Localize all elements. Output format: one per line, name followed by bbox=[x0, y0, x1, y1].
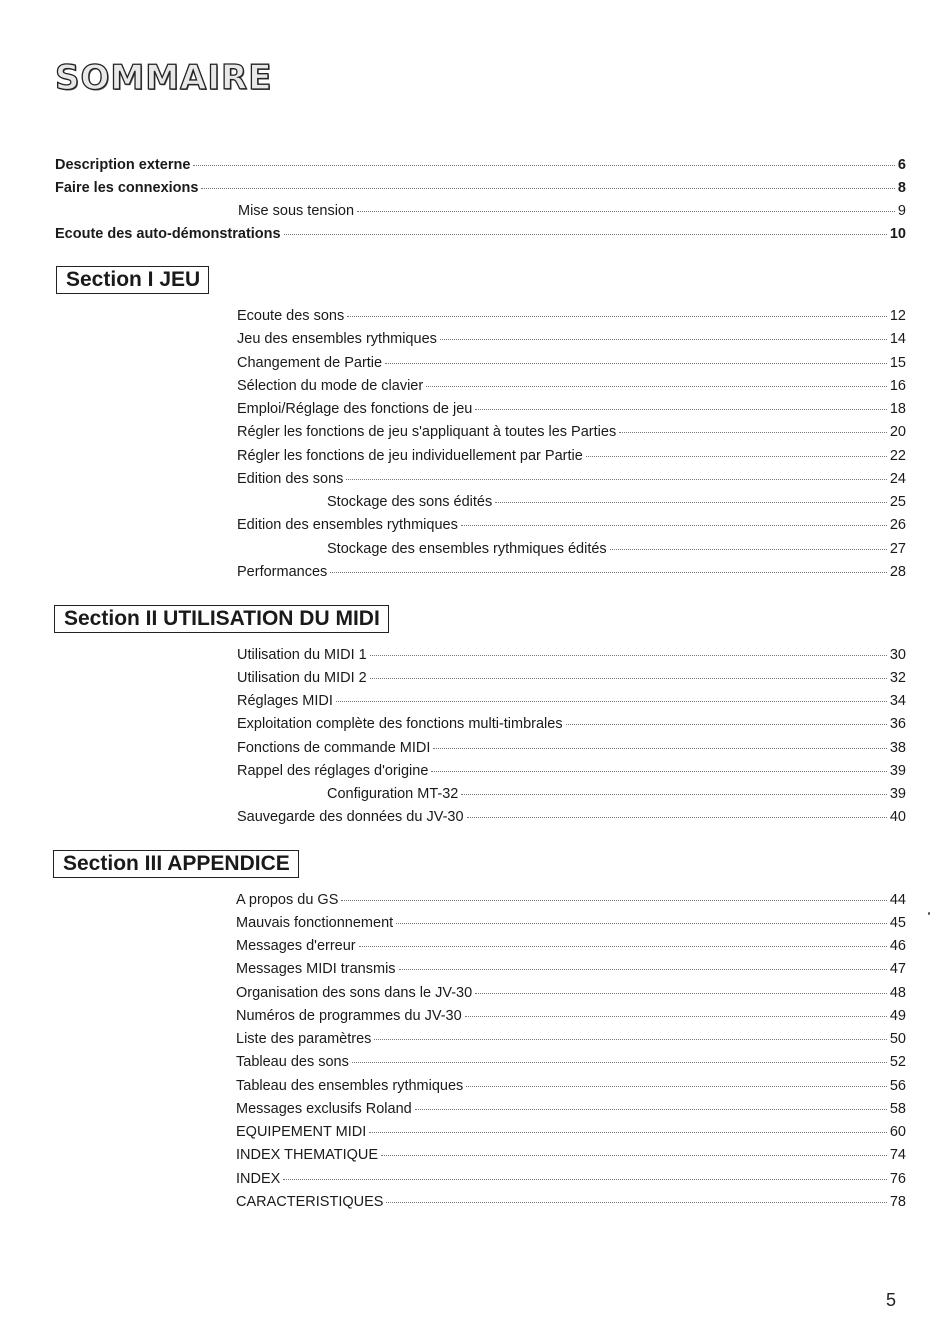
dot-leader bbox=[370, 654, 887, 656]
toc-entry[interactable] bbox=[237, 739, 906, 757]
toc-entry[interactable] bbox=[236, 1193, 906, 1211]
toc-entry-page: 6 bbox=[897, 157, 906, 173]
dot-leader bbox=[475, 992, 887, 994]
toc-entry-label: Ecoute des sons bbox=[237, 308, 345, 324]
toc-entry[interactable] bbox=[237, 516, 906, 534]
toc-entry-label: Tableau des ensembles rythmiques bbox=[236, 1078, 464, 1094]
toc-entry[interactable] bbox=[237, 470, 906, 488]
toc-entry-label: Messages MIDI transmis bbox=[236, 961, 396, 977]
dot-leader bbox=[461, 524, 887, 526]
dot-leader bbox=[357, 210, 895, 212]
dot-leader bbox=[193, 164, 895, 166]
toc-entry-label: Configuration MT-32 bbox=[327, 786, 459, 802]
toc-entry-page: 8 bbox=[897, 180, 906, 196]
toc-entry[interactable] bbox=[55, 225, 906, 243]
dot-leader bbox=[336, 700, 887, 702]
toc-entry-page: 32 bbox=[889, 670, 906, 686]
toc-entry[interactable] bbox=[237, 808, 906, 826]
toc-entry-label: Utilisation du MIDI 1 bbox=[237, 647, 367, 663]
toc-entry-label: Mise sous tension bbox=[238, 203, 355, 219]
section-heading: Section III APPENDICE bbox=[53, 850, 299, 878]
dot-leader bbox=[385, 362, 887, 364]
toc-entry-page: 60 bbox=[889, 1124, 906, 1140]
dot-leader bbox=[330, 571, 887, 573]
dot-leader bbox=[284, 233, 887, 235]
toc-entry[interactable] bbox=[237, 354, 906, 372]
toc-entry-label: Régler les fonctions de jeu s'appliquant à toutes les Parties bbox=[237, 424, 617, 440]
dot-leader bbox=[352, 1061, 887, 1063]
toc-entry[interactable] bbox=[327, 540, 906, 558]
dot-leader bbox=[369, 1131, 887, 1133]
toc-entry-page: 28 bbox=[889, 564, 906, 580]
toc-entry-label: Messages exclusifs Roland bbox=[236, 1101, 412, 1117]
toc-entry-page: 39 bbox=[889, 763, 906, 779]
toc-entry[interactable] bbox=[237, 646, 906, 664]
toc-entry[interactable] bbox=[237, 377, 906, 395]
toc-entry[interactable] bbox=[237, 715, 906, 733]
toc-entry[interactable] bbox=[236, 1146, 906, 1164]
dot-leader bbox=[433, 747, 886, 749]
toc-entry[interactable] bbox=[237, 762, 906, 780]
dot-leader bbox=[374, 1038, 886, 1040]
dot-leader bbox=[610, 548, 887, 550]
toc-entry[interactable] bbox=[237, 423, 906, 441]
toc-entry-label: Régler les fonctions de jeu individuellement par Partie bbox=[237, 448, 583, 464]
toc-entry-page: 38 bbox=[889, 740, 906, 756]
toc-entry-label: Liste des paramètres bbox=[236, 1031, 372, 1047]
toc-entry-label: Edition des ensembles rythmiques bbox=[237, 517, 458, 533]
toc-entry[interactable] bbox=[55, 179, 906, 197]
dot-leader bbox=[586, 455, 887, 457]
toc-entry-page: 24 bbox=[889, 471, 906, 487]
scan-speck bbox=[928, 912, 930, 915]
dot-leader bbox=[381, 1154, 887, 1156]
toc-entry-page: 26 bbox=[889, 517, 906, 533]
toc-entry[interactable] bbox=[237, 563, 906, 581]
toc-entry-label: Ecoute des auto-démonstrations bbox=[55, 226, 281, 242]
dot-leader bbox=[465, 1015, 887, 1017]
dot-leader bbox=[341, 899, 886, 901]
toc-entry[interactable] bbox=[237, 330, 906, 348]
toc-entry-page: 12 bbox=[889, 308, 906, 324]
toc-entry-label: A propos du GS bbox=[236, 892, 339, 908]
dot-leader bbox=[619, 431, 887, 433]
toc-entry-label: Sélection du mode de clavier bbox=[237, 378, 424, 394]
toc-entry-label: Exploitation complète des fonctions multi-timbrales bbox=[237, 716, 563, 732]
toc-entry[interactable] bbox=[236, 1007, 906, 1025]
toc-entry-label: Réglages MIDI bbox=[237, 693, 333, 709]
page-title: SOMMAIRE bbox=[55, 58, 273, 98]
dot-leader bbox=[426, 385, 887, 387]
toc-entry-label: Description externe bbox=[55, 157, 191, 173]
dot-leader bbox=[440, 338, 887, 340]
toc-entry-page: 48 bbox=[889, 985, 906, 1001]
dot-leader bbox=[431, 770, 886, 772]
toc-entry[interactable] bbox=[236, 1123, 906, 1141]
toc-entry[interactable] bbox=[327, 493, 906, 511]
dot-leader bbox=[201, 187, 894, 189]
toc-entry-page: 16 bbox=[889, 378, 906, 394]
dot-leader bbox=[461, 793, 886, 795]
toc-entry[interactable] bbox=[236, 1100, 906, 1118]
toc-entry-page: 18 bbox=[889, 401, 906, 417]
toc-entry-page: 15 bbox=[889, 355, 906, 371]
toc-entry-page: 50 bbox=[889, 1031, 906, 1047]
dot-leader bbox=[399, 968, 887, 970]
toc-entry-label: Stockage des ensembles rythmiques édités bbox=[327, 541, 607, 557]
toc-entry-label: Organisation des sons dans le JV-30 bbox=[236, 985, 473, 1001]
toc-entry-label: Sauvegarde des données du JV-30 bbox=[237, 809, 464, 825]
page-number: 5 bbox=[886, 1290, 897, 1310]
toc-entry-page: 58 bbox=[889, 1101, 906, 1117]
toc-entry-label: Jeu des ensembles rythmiques bbox=[237, 331, 437, 347]
dot-leader bbox=[396, 922, 887, 924]
toc-entry[interactable] bbox=[236, 1170, 906, 1188]
toc-entry-page: 36 bbox=[889, 716, 906, 732]
dot-leader bbox=[359, 945, 887, 947]
toc-entry-page: 44 bbox=[889, 892, 906, 908]
dot-leader bbox=[566, 723, 887, 725]
section-heading: Section II UTILISATION DU MIDI bbox=[54, 605, 389, 633]
toc-entry-label: INDEX bbox=[236, 1171, 281, 1187]
toc-entry-label: Mauvais fonctionnement bbox=[236, 915, 394, 931]
toc-entry-label: Edition des sons bbox=[237, 471, 344, 487]
toc-entry[interactable] bbox=[236, 914, 906, 932]
toc-entry-page: 14 bbox=[889, 331, 906, 347]
dot-leader bbox=[346, 478, 886, 480]
toc-entry[interactable] bbox=[236, 891, 906, 909]
toc-entry[interactable] bbox=[236, 937, 906, 955]
toc-entry[interactable] bbox=[237, 692, 906, 710]
toc-entry[interactable] bbox=[236, 1030, 906, 1048]
toc-entry-label: INDEX THEMATIQUE bbox=[236, 1147, 379, 1163]
toc-entry-label: Numéros de programmes du JV-30 bbox=[236, 1008, 462, 1024]
toc-entry-page: 78 bbox=[889, 1194, 906, 1210]
toc-entry-page: 74 bbox=[889, 1147, 906, 1163]
dot-leader bbox=[475, 408, 886, 410]
toc-entry[interactable] bbox=[236, 960, 906, 978]
toc-entry[interactable] bbox=[236, 984, 906, 1002]
dot-leader bbox=[495, 501, 887, 503]
toc-entry-label: Rappel des réglages d'origine bbox=[237, 763, 429, 779]
toc-entry-page: 45 bbox=[889, 915, 906, 931]
dot-leader bbox=[467, 816, 887, 818]
dot-leader bbox=[283, 1178, 887, 1180]
toc-entry-page: 25 bbox=[889, 494, 906, 510]
toc-entry-page: 76 bbox=[889, 1171, 906, 1187]
toc-entry-page: 56 bbox=[889, 1078, 906, 1094]
toc-entry[interactable] bbox=[237, 307, 906, 325]
section-heading: Section I JEU bbox=[56, 266, 209, 294]
toc-entry-page: 27 bbox=[889, 541, 906, 557]
toc-entry[interactable] bbox=[327, 785, 906, 803]
toc-entry[interactable] bbox=[237, 669, 906, 687]
dot-leader bbox=[466, 1085, 887, 1087]
toc-entry-label: Stockage des sons édités bbox=[327, 494, 493, 510]
dot-leader bbox=[386, 1201, 886, 1203]
toc-entry-page: 30 bbox=[889, 647, 906, 663]
toc-entry[interactable] bbox=[236, 1053, 906, 1071]
toc-entry-label: Utilisation du MIDI 2 bbox=[237, 670, 367, 686]
dot-leader bbox=[415, 1108, 887, 1110]
toc-entry[interactable] bbox=[237, 447, 906, 465]
toc-entry-label: EQUIPEMENT MIDI bbox=[236, 1124, 367, 1140]
toc-entry-label: Fonctions de commande MIDI bbox=[237, 740, 431, 756]
toc-entry-label: Messages d'erreur bbox=[236, 938, 356, 954]
toc-entry[interactable] bbox=[238, 202, 906, 220]
toc-entry[interactable] bbox=[236, 1077, 906, 1095]
toc-entry-label: Tableau des sons bbox=[236, 1054, 349, 1070]
toc-entry-label: Emploi/Réglage des fonctions de jeu bbox=[237, 401, 473, 417]
dot-leader bbox=[347, 315, 887, 317]
toc-entry-page: 22 bbox=[889, 448, 906, 464]
toc-entry-label: Faire les connexions bbox=[55, 180, 199, 196]
toc-entry-label: Performances bbox=[237, 564, 328, 580]
toc-entry-page: 46 bbox=[889, 938, 906, 954]
toc-entry-page: 20 bbox=[889, 424, 906, 440]
toc-entry-page: 10 bbox=[889, 226, 906, 242]
toc-entry-page: 9 bbox=[897, 203, 906, 219]
toc-entry-label: CARACTERISTIQUES bbox=[236, 1194, 384, 1210]
toc-entry[interactable] bbox=[55, 156, 906, 174]
toc-entry[interactable] bbox=[237, 400, 906, 418]
dot-leader bbox=[370, 677, 887, 679]
toc-entry-page: 34 bbox=[889, 693, 906, 709]
toc-entry-page: 39 bbox=[889, 786, 906, 802]
toc-entry-label: Changement de Partie bbox=[237, 355, 383, 371]
toc-entry-page: 40 bbox=[889, 809, 906, 825]
toc-entry-page: 47 bbox=[889, 961, 906, 977]
toc-entry-page: 49 bbox=[889, 1008, 906, 1024]
toc-entry-page: 52 bbox=[889, 1054, 906, 1070]
